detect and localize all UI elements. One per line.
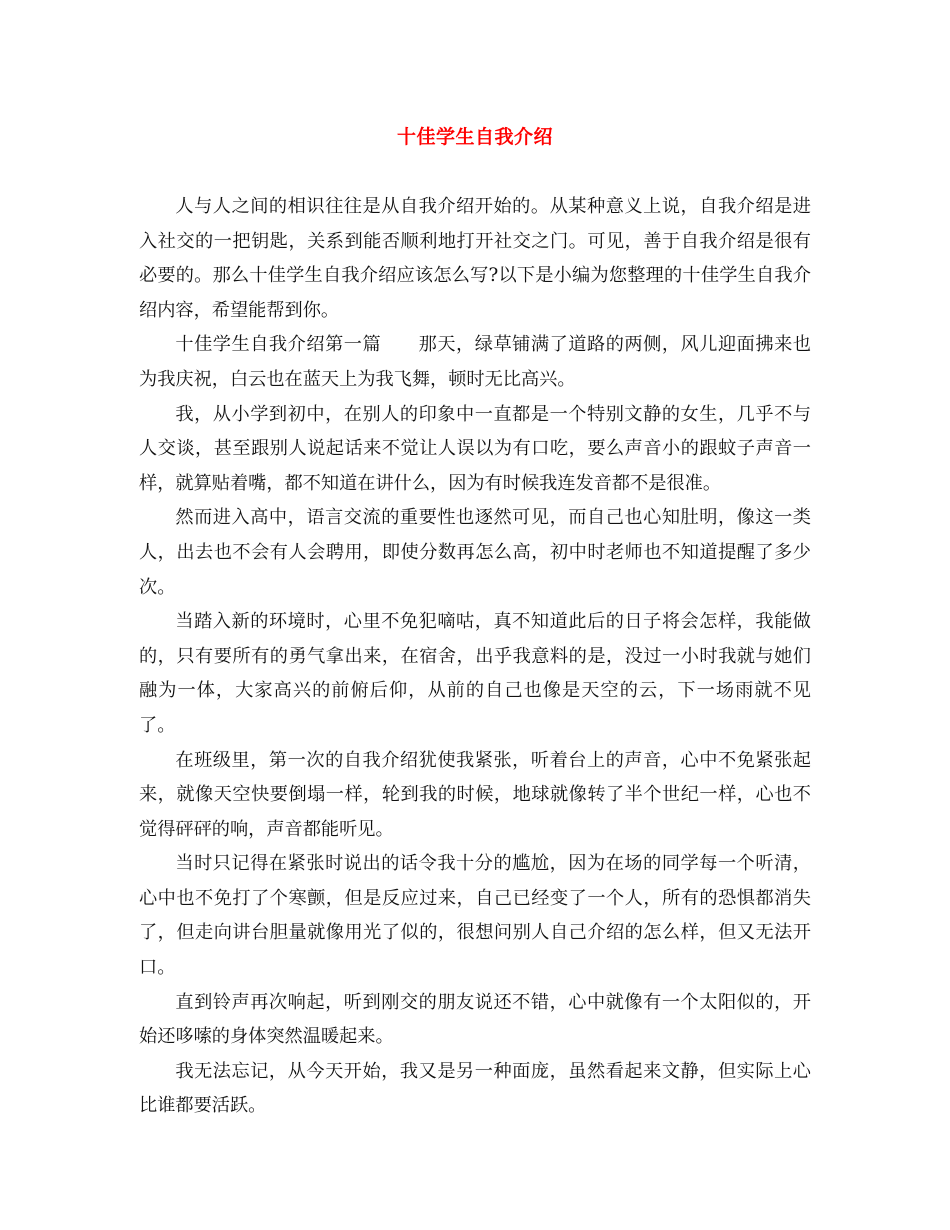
paragraph: 我无法忘记，从今天开始，我又是另一种面庞，虽然看起来文静，但实际上心比谁都要活跃。 <box>139 1060 811 1117</box>
paragraph: 当时只记得在紧张时说出的话令我十分的尴尬，因为在场的同学每一个听清，心中也不免打了个寒颤，但是反应过来，自己已经变了一个人，所有的恐惧都消失了，但走向讲台胆量就像用光了似的，很想问别人自己介绍的怎么样，但又无法开口。 <box>139 853 811 979</box>
paragraph: 然而进入高中，语言交流的重要性也逐然可见，而自己也心知肚明，像这一类人，出去也不会有人会聘用，即使分数再怎么高，初中时老师也不知道提醒了多少次。 <box>139 507 811 598</box>
document-body <box>139 190 811 1124</box>
paragraph: 当踏入新的环境时，心里不免犯嘀咕，真不知道此后的日子将会怎样，我能做的，只有要所有的勇气拿出来，在宿舍，出乎我意料的是，没过一小时我就与她们融为一体，大家高兴的前俯后仰，从前的自己也像是天空的云，下一场雨就不见了。 <box>139 611 811 736</box>
paragraph-intro: 人与人之间的相识往往是从自我介绍开始的。从某种意义上说，自我介绍是进入社交的一把钥匙，关系到能否顺利地打开社交之门。可见，善于自我介绍是很有必要的。那么十佳学生自我介绍应该怎么写?以下是小编为您整理的十佳学生自我介绍内容，希望能帮到你。 <box>139 196 811 321</box>
paragraph: 直到铃声再次响起，听到刚交的朋友说还不错，心中就像有一个太阳似的，开始还哆嗦的身体突然温暖起来。 <box>139 991 811 1048</box>
paragraph: 我，从小学到初中，在别人的印象中一直都是一个特别文静的女生，几乎不与人交谈，甚至跟别人说起话来不觉让人误以为有口吃，要么声音小的跟蚊子声音一样，就算贴着嘴，都不知道在讲什么，因为有时候我连发音都不是很准。 <box>139 403 811 494</box>
paragraph-first-article: 十佳学生自我介绍第一篇 那天，绿草铺满了道路的两侧，风儿迎面拂来也为我庆祝，白云也在蓝天上为我飞舞，顿时无比高兴。 <box>139 334 811 390</box>
document-title: 十佳学生自我介绍 <box>396 126 553 148</box>
paragraph: 在班级里，第一次的自我介绍犹使我紧张，听着台上的声音，心中不免紧张起来，就像天空快要倒塌一样，轮到我的时候，地球就像转了半个世纪一样，心也不觉得砰砰的响，声音都能听见。 <box>139 749 811 840</box>
